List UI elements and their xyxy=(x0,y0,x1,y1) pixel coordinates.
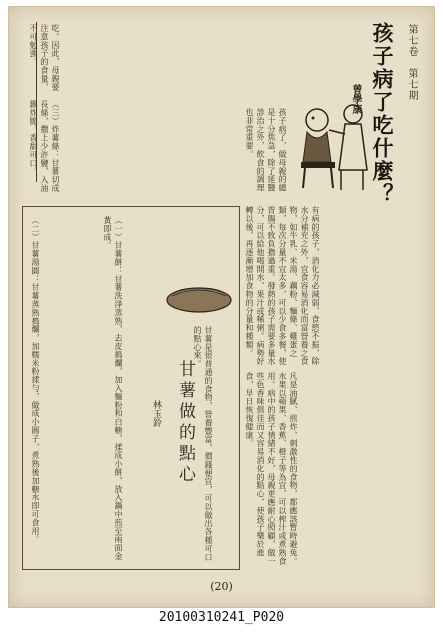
sidebar-title: 甘薯做的點心 xyxy=(175,360,195,486)
article-column-right-top: 孩子病了，做母親的總是十分焦急，除了延醫診治之外，飲食的調理也非常重要。 xyxy=(245,108,287,192)
article-column-main: 有病的孩子，消化力必減弱，食慾不振，除水分補充之外，宜食容易消化而富營養之食物，如牛乳、米湯、藕粉、麵條、雞蛋之類，每次分量不宜太多，可以少食多餐，使胃腸不致負擔過重。發熱的孩子需要多量水分，可以給他喝開水、果汁或稀粥。病勢好轉以後，再逐漸增加食物的分量和種類。 xyxy=(245,206,320,366)
catalog-caption: 20100310241_P020 xyxy=(158,610,285,625)
article-author: 曾學康 xyxy=(350,84,361,114)
article-column-left: 凡是油膩、煎炸、刺激性的食物，都應該暫時避免。水果以蘋果、香蕉、橙子等為宜，可以榨汁或煮熟食用。病中的孩子情緒不好，母親更應耐心照顧，做一些色香味俱佳而又容易消化的點心，使孩子樂於進食，早日恢復健康。 xyxy=(245,372,298,566)
issue-header: 第七卷 第七期 xyxy=(406,24,417,101)
sidebar-text-4: （三）炸薯條：甘薯切成長條，撒上少許鹽，入油鍋炸脆，香甜可口。 xyxy=(29,100,60,193)
sidebar-author: 林玉鈴 xyxy=(151,400,161,427)
mother-child-illustration xyxy=(293,100,373,192)
sidebar-text-2: （一）甘薯餅：甘薯洗淨蒸熟，去皮搗爛，加入麵粉和白糖，揉成小餅，放入鍋中煎至兩面金黃即成。 xyxy=(103,216,123,561)
sidebar-text-3: （二）甘薯湯圓：甘薯蒸熟搗爛，加糯米粉揉勻，做成小圓子，煮熟後加糖水即可食用。 xyxy=(31,216,40,544)
article-column-far-left: 吃。因此，母親要注意孩子的食量，不可勉強。 xyxy=(29,24,60,92)
article-title: 孩子病了吃什麼？ xyxy=(370,22,395,206)
sidebar-text-1: 甘薯是很普通的食物，營養豐富，價錢便宜，可以做出各種可口的點心來。 xyxy=(193,326,213,562)
page-number: (20) xyxy=(210,580,233,593)
